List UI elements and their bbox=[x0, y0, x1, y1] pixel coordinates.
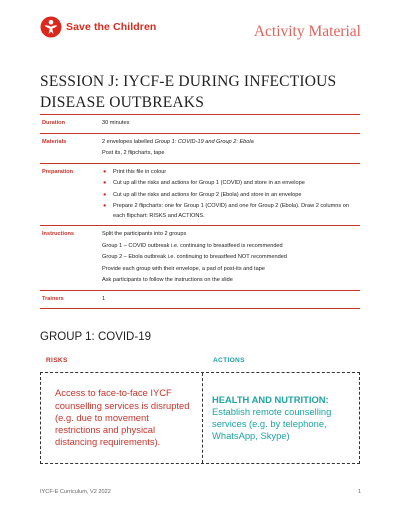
save-the-children-logo-icon bbox=[40, 16, 62, 38]
org-name: Save the Children bbox=[66, 21, 157, 33]
instruction-line: Group 1 – COVID outbreak i.e. continuing to breastfeed is recommended bbox=[102, 242, 283, 249]
instruction-line: Group 2 – Ebola outbreak i.e. continuing to breastfeed NOT recommended bbox=[102, 254, 287, 260]
action-card bbox=[203, 373, 359, 463]
trainers-label: Trainers bbox=[40, 290, 100, 309]
preparation-label: Preparation bbox=[40, 163, 100, 226]
list-item: ● Cut up all the risks and actions for Group 2 (Ebola) and store in an envelope bbox=[113, 191, 358, 201]
instruction-line: Split the participants into 2 groups bbox=[102, 231, 187, 237]
list-item: ● Print this file in colour bbox=[113, 168, 358, 178]
bullet-icon: ● bbox=[103, 203, 107, 209]
session-info-table bbox=[40, 114, 360, 309]
bullet-icon: ● bbox=[103, 168, 107, 175]
footer-curriculum: IYCF-E Curriculum, V2 2022 bbox=[40, 489, 111, 495]
risks-heading: RISKS bbox=[46, 357, 68, 364]
bullet-icon: ● bbox=[103, 191, 107, 198]
bullet-icon: ● bbox=[103, 180, 107, 186]
preparation-value bbox=[100, 163, 360, 226]
preparation-row bbox=[40, 163, 360, 226]
materials-label: Materials bbox=[40, 133, 100, 163]
list-item: ● Cut up all the risks and actions for Group 1 (COVID) and store in an envelope bbox=[113, 179, 358, 189]
group-title: GROUP 1: COVID-19 bbox=[40, 331, 151, 343]
duration-label: Duration bbox=[40, 115, 100, 134]
instructions-row bbox=[40, 226, 360, 291]
duration-row bbox=[40, 115, 360, 134]
instructions-label: Instructions bbox=[40, 226, 100, 291]
materials-prefix: 2 envelopes labelled bbox=[102, 138, 155, 145]
materials-row bbox=[40, 133, 360, 163]
action-text: Establish remote counselling services (e.g. by telephone, WhatsApp, Skype) bbox=[212, 405, 332, 442]
risk-card bbox=[41, 373, 203, 463]
trainers-row bbox=[40, 290, 360, 309]
materials-line-1 bbox=[102, 138, 358, 148]
preparation-list bbox=[102, 168, 358, 222]
materials-value bbox=[100, 133, 360, 163]
instruction-line: Ask participants to follow the instructions on the slide bbox=[102, 277, 233, 283]
materials-line-2: Post its, 2 flipcharts, tape bbox=[102, 150, 165, 156]
duration-value: 30 minutes bbox=[100, 115, 360, 134]
page-number: 1 bbox=[357, 489, 361, 495]
actions-heading: ACTIONS bbox=[213, 357, 245, 364]
risk-text: Access to face-to-face IYCF counselling services is disrupted (e.g. due to movement restrictions and physical distancing requirements). bbox=[55, 387, 190, 448]
materials-group-names: Group 1: COVID-19 and Group 2: Ebola bbox=[154, 138, 254, 145]
session-title: SESSION J: IYCF-E DURING INFECTIOUS DISEASE OUTBREAKS bbox=[40, 73, 337, 111]
trainers-value: 1 bbox=[100, 290, 360, 309]
cut-out-cards bbox=[40, 372, 360, 464]
instruction-line: Provide each group with their envelope, a pad of post-its and tape bbox=[102, 265, 265, 272]
instructions-value bbox=[100, 226, 360, 291]
activity-material-label: Activity Material bbox=[253, 23, 361, 40]
list-item: ● Prepare 2 flipcharts: one for Group 1 (COVID) and one for Group 2 (Ebola). Draw 2 columns on each flipchart: RISKS and ACTIONS. bbox=[103, 203, 349, 219]
action-title: HEALTH AND NUTRITION: bbox=[212, 393, 329, 405]
org-logo bbox=[40, 16, 156, 38]
